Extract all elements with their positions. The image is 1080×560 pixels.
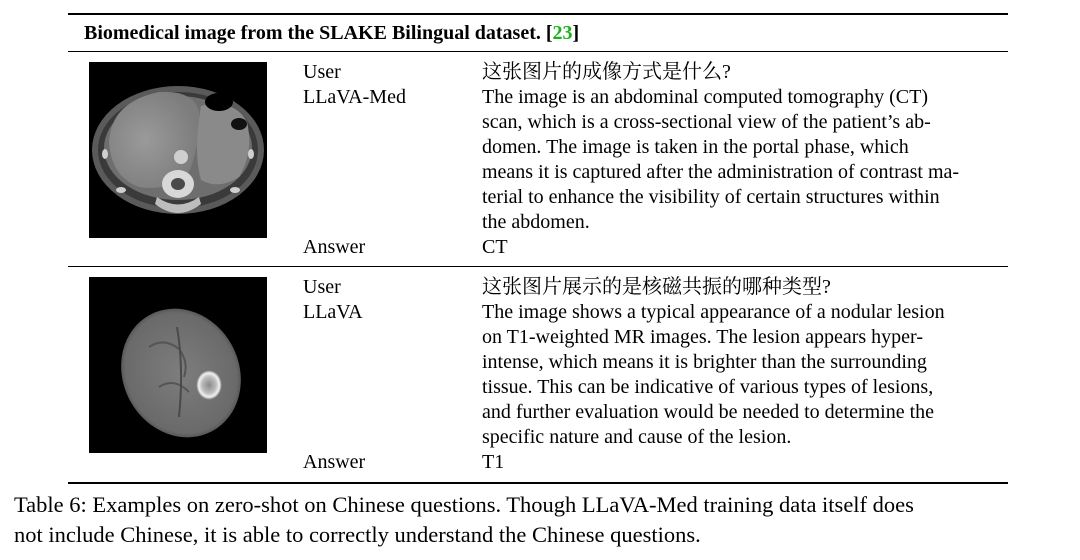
response-line: terial to enhance the visibility of certain structures within	[482, 186, 940, 208]
model-label: LLaVA-Med	[303, 86, 406, 108]
table-header-close: ]	[572, 22, 580, 44]
caption-line: not include Chinese, it is able to correctly understand the Chinese questions.	[14, 522, 701, 547]
response-line: on T1-weighted MR images. The lesion appears hyper-	[482, 326, 923, 348]
abdominal-ct-scan-image	[89, 62, 267, 238]
answer-label: Answer	[303, 236, 366, 258]
caption-line: Table 6: Examples on zero-shot on Chinese questions. Though LLaVA-Med training data itself does	[14, 492, 914, 517]
response-line: The image is an abdominal computed tomography (CT)	[482, 86, 928, 108]
response-line: tissue. This can be indicative of various types of lesions,	[482, 376, 934, 398]
header-rule	[68, 51, 1008, 52]
brain-mri-scan-image	[89, 277, 267, 453]
table-caption	[14, 490, 914, 550]
response-line: The image shows a typical appearance of a nodular lesion	[482, 301, 945, 323]
row-separator-rule	[68, 266, 1008, 267]
response-line: specific nature and cause of the lesion.	[482, 426, 792, 448]
response-line: scan, which is a cross-sectional view of the patient’s ab-	[482, 111, 931, 133]
response-line: domen. The image is taken in the portal phase, which	[482, 136, 909, 158]
answer-text: T1	[482, 451, 505, 473]
user-label: User	[303, 276, 341, 298]
response-line: and further evaluation would be needed to determine the	[482, 401, 935, 423]
response-line: intense, which means it is brighter than the surrounding	[482, 351, 927, 373]
user-label: User	[303, 61, 341, 83]
question-text: 这张图片的成像方式是什么?	[482, 61, 731, 83]
citation-link[interactable]: 23	[552, 22, 573, 44]
table-top-rule	[68, 13, 1008, 15]
question-text: 这张图片展示的是核磁共振的哪种类型?	[482, 276, 831, 298]
response-line: the abdomen.	[482, 211, 590, 233]
table-header-text: Biomedical image from the SLAKE Bilingual dataset. [	[84, 22, 553, 44]
answer-text: CT	[482, 236, 508, 258]
answer-label: Answer	[303, 451, 366, 473]
response-line: means it is captured after the administration of contrast ma-	[482, 161, 960, 183]
table-bottom-rule	[68, 482, 1008, 484]
model-label: LLaVA	[303, 301, 363, 323]
table-header	[84, 19, 579, 47]
